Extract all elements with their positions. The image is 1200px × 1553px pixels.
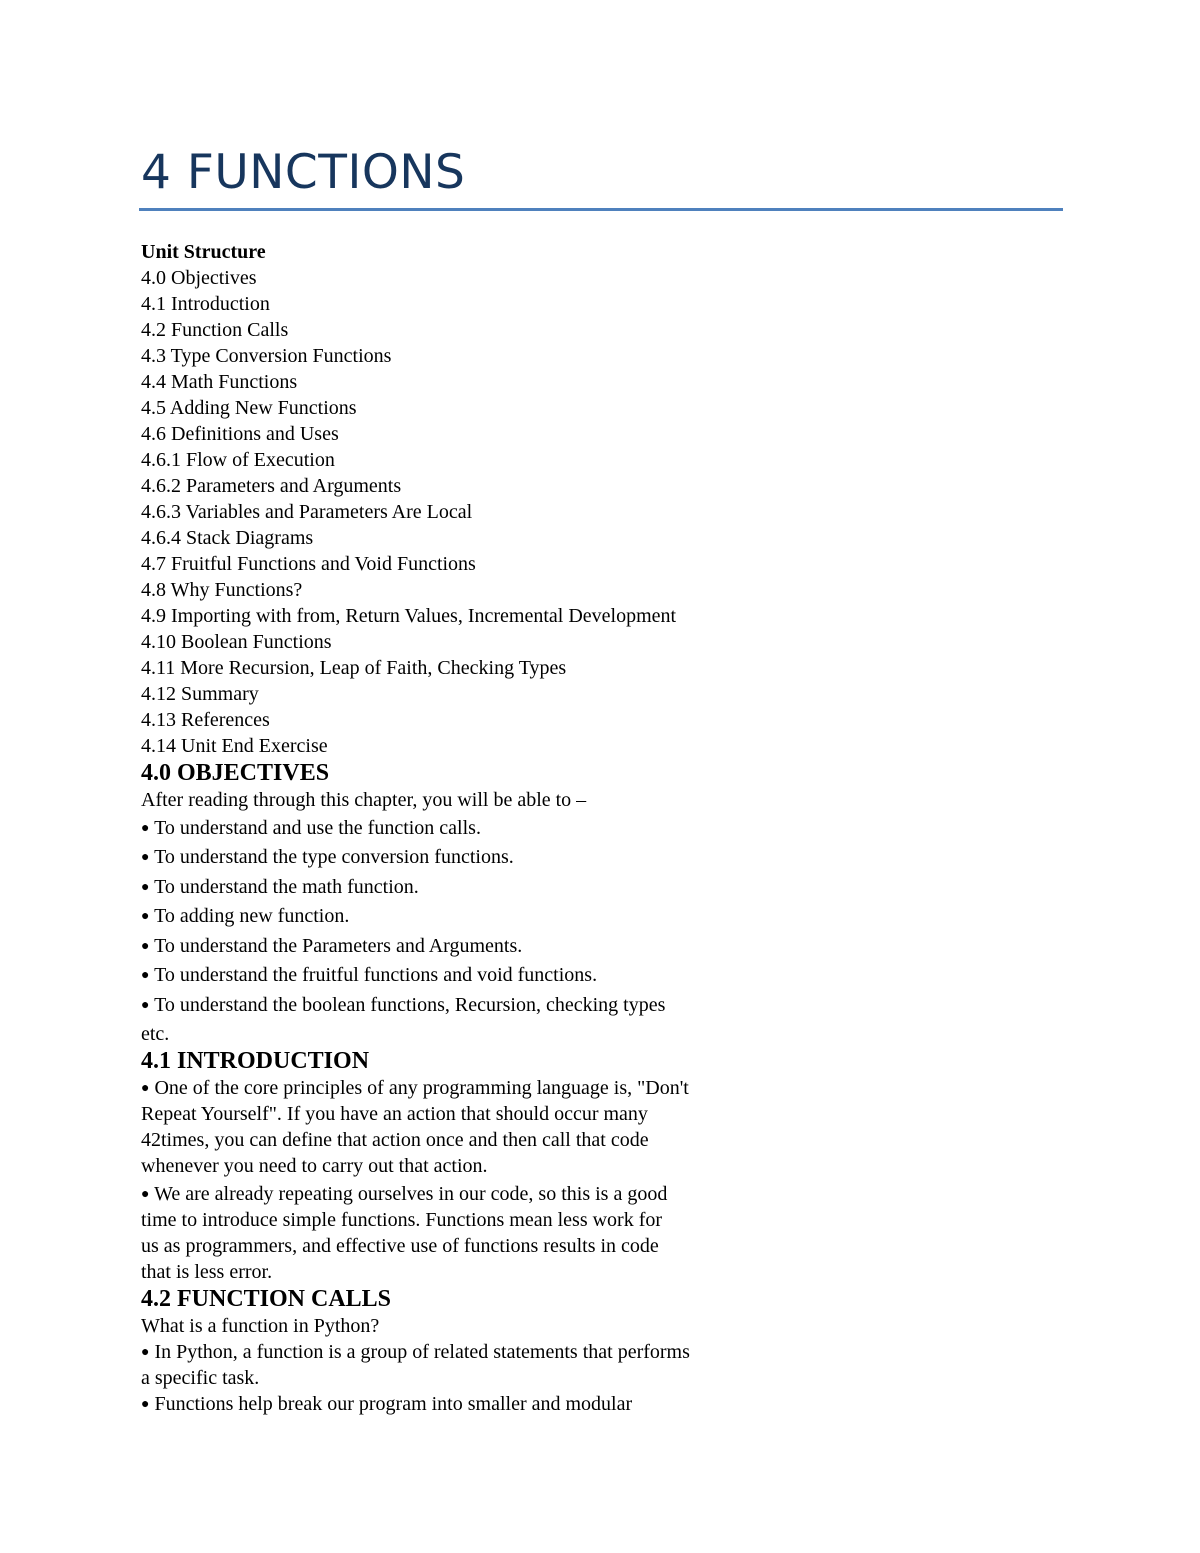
toc-item: 4.6.1 Flow of Execution — [141, 449, 335, 471]
toc-item: 4.6.4 Stack Diagrams — [141, 527, 314, 549]
chapter-title: 4 FUNCTIONS — [141, 145, 466, 200]
page-content — [141, 239, 781, 1417]
toc-item: 4.6.2 Parameters and Arguments — [141, 475, 402, 497]
list-item — [141, 874, 781, 904]
bullet-icon: ● — [141, 1397, 150, 1412]
introduction-paragraph — [141, 1181, 781, 1285]
toc-item: 4.12 Summary — [141, 683, 259, 705]
list-item-text: To understand the type conversion functions. — [154, 846, 514, 868]
list-item — [141, 962, 781, 992]
paragraph-line: a specific task. — [141, 1367, 260, 1389]
introduction-heading: 4.1 INTRODUCTION — [141, 1048, 370, 1074]
toc-item: 4.3 Type Conversion Functions — [141, 345, 392, 367]
list-item — [141, 844, 781, 874]
paragraph-line — [141, 1075, 781, 1101]
list-item-text: To adding new function. — [154, 905, 350, 927]
paragraph-text: One of the core principles of any programming language is, "Don't — [154, 1077, 689, 1099]
list-item-text: To understand and use the function calls. — [154, 816, 481, 839]
toc-item: 4.11 More Recursion, Leap of Faith, Checking Types — [141, 657, 567, 679]
toc-item: 4.6.3 Variables and Parameters Are Local — [141, 501, 473, 523]
bullet-icon: ● — [141, 820, 150, 836]
paragraph-text: We are already repeating ourselves in our code, so this is a good — [154, 1183, 668, 1205]
list-item-text: To understand the fruitful functions and void functions. — [154, 964, 598, 986]
paragraph-line — [141, 1181, 781, 1207]
title-underline — [139, 208, 1063, 211]
bullet-icon: ● — [141, 1187, 150, 1202]
objectives-intro: After reading through this chapter, you will be able to – — [141, 789, 587, 811]
paragraph-text: Functions help break our program into smaller and modular — [154, 1393, 633, 1415]
bullet-icon: ● — [141, 938, 150, 954]
toc-item: 4.2 Function Calls — [141, 319, 289, 341]
toc-item: 4.13 References — [141, 709, 270, 731]
paragraph-line: us as programmers, and effective use of functions results in code — [141, 1235, 659, 1257]
bullet-icon: ● — [141, 997, 150, 1013]
list-item — [141, 815, 781, 845]
toc-item: 4.4 Math Functions — [141, 371, 298, 393]
toc-item: 4.6 Definitions and Uses — [141, 423, 339, 445]
list-item — [141, 933, 781, 963]
paragraph-line: time to introduce simple functions. Functions mean less work for — [141, 1209, 663, 1231]
function-calls-paragraph — [141, 1339, 781, 1391]
list-item — [141, 903, 781, 933]
function-calls-question: What is a function in Python? — [141, 1315, 380, 1337]
unit-structure-list — [141, 265, 781, 759]
toc-item: 4.8 Why Functions? — [141, 579, 303, 601]
toc-item: 4.1 Introduction — [141, 293, 270, 315]
list-item-text: To understand the boolean functions, Recursion, checking types — [154, 993, 666, 1016]
paragraph-line: Repeat Yourself". If you have an action that should occur many — [141, 1103, 648, 1125]
function-calls-paragraph — [141, 1391, 781, 1417]
function-calls-heading: 4.2 FUNCTION CALLS — [141, 1286, 392, 1312]
bullet-icon: ● — [141, 1081, 150, 1096]
list-item-text: To understand the math function. — [154, 875, 419, 898]
paragraph-line: whenever you need to carry out that action. — [141, 1155, 488, 1177]
bullet-icon: ● — [141, 850, 150, 865]
paragraph-line: 42times, you can define that action once and then call that code — [141, 1129, 649, 1151]
toc-item: 4.9 Importing with from, Return Values, Incremental Development — [141, 605, 677, 627]
introduction-paragraph — [141, 1075, 781, 1179]
list-item — [141, 992, 781, 1022]
list-item-text: To understand the Parameters and Arguments. — [154, 934, 523, 957]
bullet-icon: ● — [141, 879, 150, 895]
paragraph-line — [141, 1339, 781, 1365]
bullet-icon: ● — [141, 968, 150, 983]
objectives-list — [141, 815, 781, 1048]
paragraph-line: that is less error. — [141, 1261, 273, 1283]
toc-item: 4.7 Fruitful Functions and Void Functions — [141, 553, 476, 575]
paragraph-line — [141, 1391, 781, 1417]
toc-item: 4.5 Adding New Functions — [141, 397, 357, 419]
objectives-heading: 4.0 OBJECTIVES — [141, 760, 330, 786]
unit-structure-heading: Unit Structure — [141, 241, 266, 263]
list-item-continuation: etc. — [141, 1023, 170, 1045]
toc-item: 4.14 Unit End Exercise — [141, 735, 328, 757]
toc-item: 4.0 Objectives — [141, 267, 257, 289]
bullet-icon: ● — [141, 1345, 150, 1360]
paragraph-text: In Python, a function is a group of related statements that performs — [154, 1341, 690, 1363]
toc-item: 4.10 Boolean Functions — [141, 631, 332, 653]
bullet-icon: ● — [141, 909, 150, 924]
